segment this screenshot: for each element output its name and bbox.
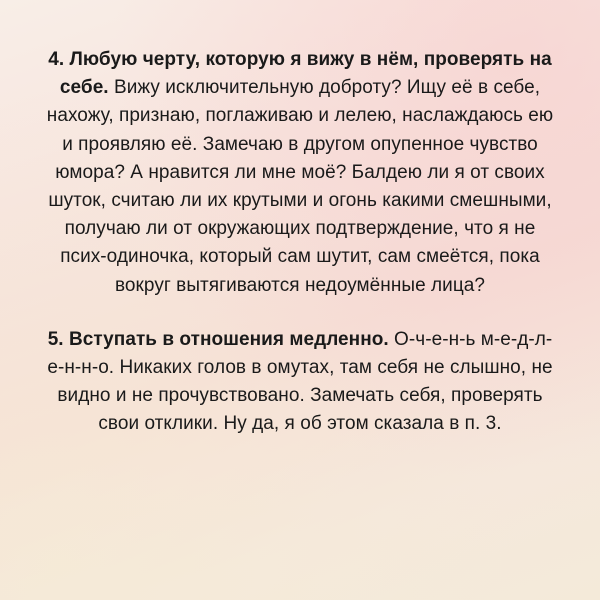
- post-text: [40, 46, 560, 439]
- point-5-paragraph: [40, 326, 560, 439]
- point-5-body: О-ч-е-н-ь м-е-д-л-е-н-н-о. Никаких голов в омутах, там себя не слышно, не видно и не прочувствовано. Замечать себя, проверять свои отклики. Ну да, я об этом сказала в п. 3.: [47, 328, 553, 435]
- point-4-body: Вижу исключительную доброту? Ищу её в себе, нахожу, признаю, поглаживаю и лелею, наслаждаюсь ею и проявляю её. Замечаю в другом опупенное чувство юмора? А нравится ли мне моё? Балдею ли я от своих шуток, считаю ли их крутыми и огонь какими смешными, получаю ли от окружающих подтверждение, что я не псих-одиночка, который сам шутит, сам смеётся, пока вокруг вытягиваются недоумённые лица?: [46, 77, 554, 296]
- point-5-heading: 5. Вступать в отношения медленно.: [47, 328, 389, 350]
- point-4-paragraph: [40, 46, 560, 300]
- point-4-heading: 4. Любую черту, которую я вижу в нём, проверять на себе.: [48, 49, 552, 99]
